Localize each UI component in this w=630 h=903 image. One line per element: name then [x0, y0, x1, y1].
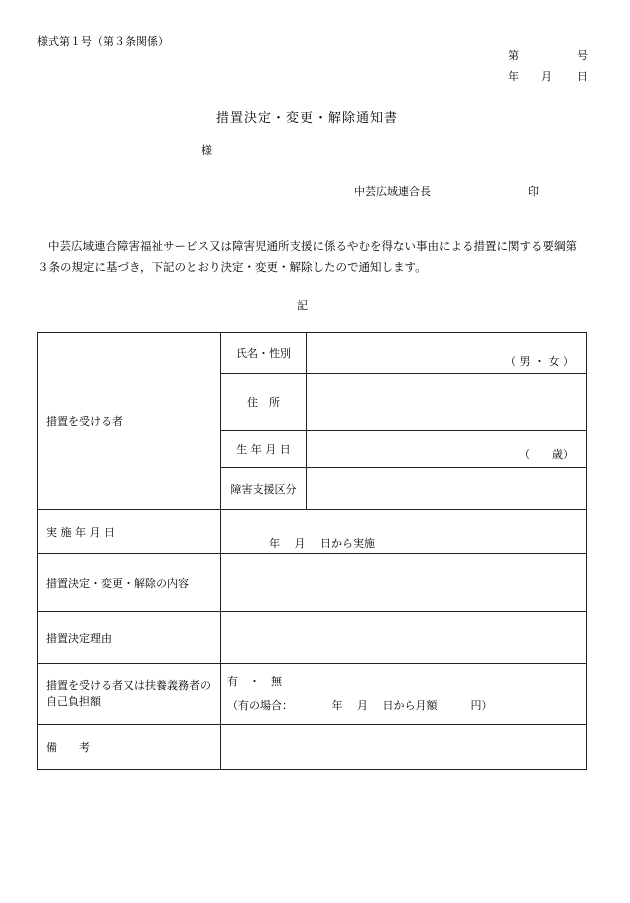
- content-field[interactable]: [221, 554, 587, 612]
- notice-body-line1: 中芸広域連合障害福祉サービス又は障害児通所支援に係るやむを得ない事由による措置に関する要綱第: [48, 239, 577, 253]
- issuer-name: 中芸広域連合長: [354, 185, 431, 198]
- support-category-label: 障害支援区分: [221, 468, 307, 510]
- document-number-prefix: 第: [508, 49, 519, 62]
- notice-body-line2: ３条の規定に基づき，下記のとおり決定・変更・解除したので通知します。: [37, 260, 427, 274]
- self-pay-label-line2: 自己負担額: [46, 695, 101, 708]
- issuer-seal: 印: [528, 185, 539, 198]
- reason-field[interactable]: [221, 612, 587, 664]
- self-pay-detail: （有の場合： 年 月 日から月額 円）: [227, 699, 493, 712]
- document-title: 措置決定・変更・解除通知書: [216, 111, 399, 126]
- recipient-label: 措置を受ける者: [38, 333, 221, 510]
- content-label: 措置決定・変更・解除の内容: [38, 554, 221, 612]
- self-pay-options: 有 ・ 無: [227, 675, 282, 688]
- notice-form-table: [37, 332, 587, 770]
- self-pay-label: [38, 664, 221, 725]
- date-month: 月: [541, 70, 552, 83]
- implementation-date-field[interactable]: [221, 510, 587, 554]
- birthdate-field[interactable]: [307, 431, 587, 468]
- gender-options: （ 男 ・ 女 ）: [505, 355, 574, 368]
- remarks-label: 備 考: [38, 725, 221, 770]
- age-suffix: （ 歳）: [519, 448, 574, 461]
- addressee-suffix: 様: [201, 144, 212, 157]
- reason-label: 措置決定理由: [38, 612, 221, 664]
- implementation-date-label: 実 施 年 月 日: [38, 510, 221, 554]
- remarks-field[interactable]: [221, 725, 587, 770]
- notice-body: [37, 236, 593, 278]
- form-number: 様式第１号（第３条関係）: [37, 35, 169, 48]
- implementation-date-value: 年 月 日から実施: [269, 537, 375, 550]
- address-field[interactable]: [307, 374, 587, 431]
- self-pay-label-line1: 措置を受ける者又は扶養義務者の: [46, 679, 211, 692]
- ki-marker: 記: [297, 299, 308, 312]
- name-gender-label: 氏名・性別: [221, 333, 307, 374]
- support-category-field[interactable]: [307, 468, 587, 510]
- birthdate-label: 生 年 月 日: [221, 431, 307, 468]
- date-year: 年: [508, 70, 519, 83]
- name-gender-field[interactable]: [307, 333, 587, 374]
- date-day: 日: [577, 70, 588, 83]
- address-label: 住 所: [221, 374, 307, 431]
- document-number-suffix: 号: [577, 49, 588, 62]
- self-pay-field[interactable]: [221, 664, 587, 725]
